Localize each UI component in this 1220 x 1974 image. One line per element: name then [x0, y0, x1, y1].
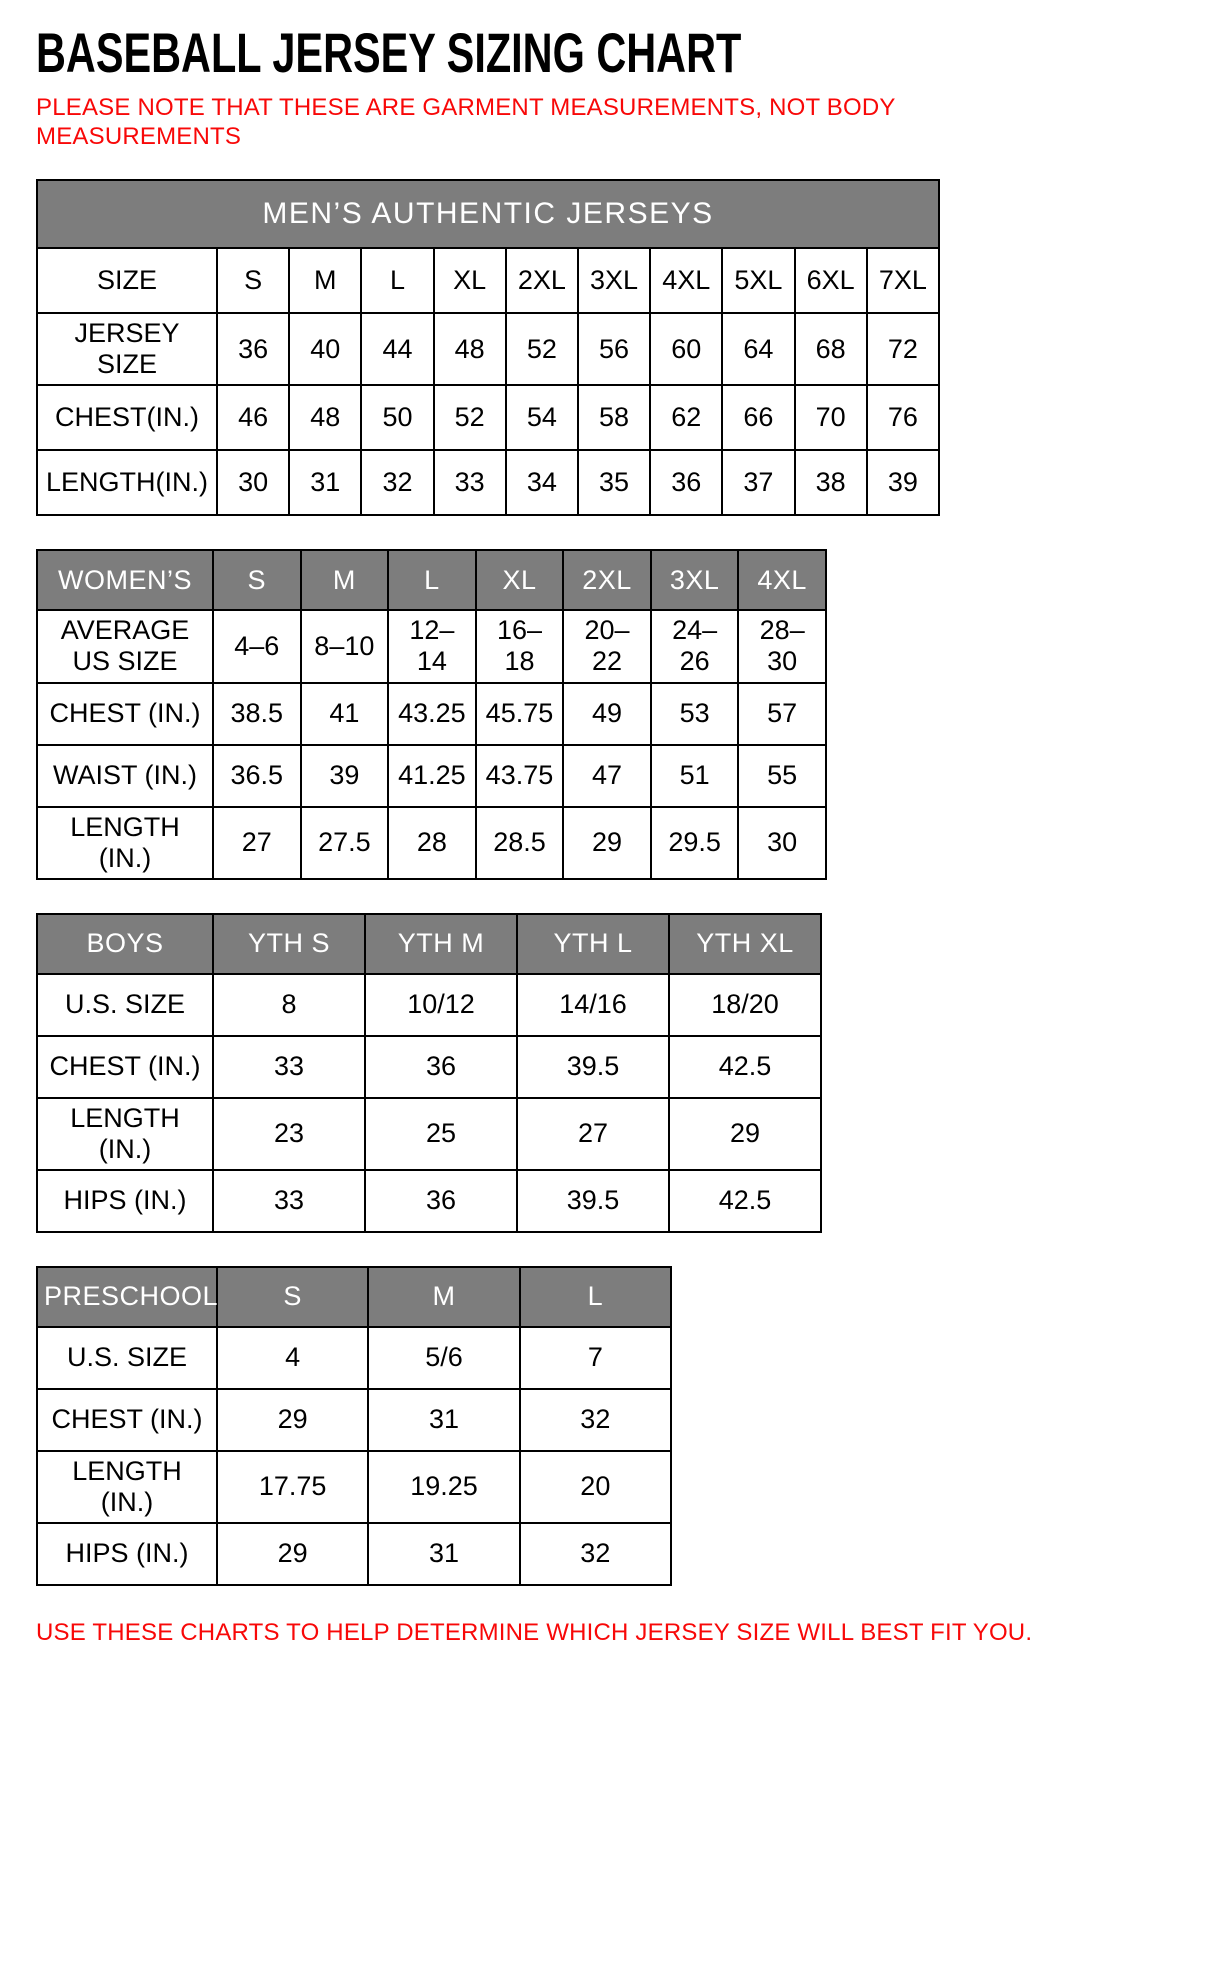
preschool-row-2: [37, 1389, 671, 1451]
boys-cell-r3-c4: 29: [669, 1098, 821, 1170]
preschool-cell-r4-c1: 29: [217, 1523, 368, 1585]
womens-cell-r4-c3: 28: [388, 807, 476, 879]
womens-row-2: [37, 683, 826, 745]
womens-cell-r1-c3: 12–14: [388, 610, 476, 682]
preschool-row-4: [37, 1523, 671, 1585]
mens-cell-r0-c10: 7XL: [867, 248, 939, 313]
mens-cell-r1-c1: 36: [217, 313, 289, 385]
womens-cell-r1-c2: 8–10: [301, 610, 389, 682]
womens-cell-r4-c5: 29: [563, 807, 651, 879]
mens-cell-r3-c5: 34: [506, 450, 578, 515]
preschool-cell-r2-c3: 32: [520, 1389, 671, 1451]
womens-cell-r4-c2: 27.5: [301, 807, 389, 879]
womens-cell-r2-c1: 38.5: [213, 683, 301, 745]
preschool-column-header-l: L: [520, 1267, 671, 1327]
preschool-cell-r1-c1: 4: [217, 1327, 368, 1389]
boys-column-header-yth-xl: YTH XL: [669, 914, 821, 974]
preschool-row-label-u-s-size: U.S. SIZE: [37, 1327, 217, 1389]
mens-cell-r1-c3: 44: [361, 313, 433, 385]
womens-cell-r3-c4: 43.75: [476, 745, 564, 807]
mens-cell-r3-c6: 35: [578, 450, 650, 515]
mens-cell-r0-c5: 2XL: [506, 248, 578, 313]
preschool-row-label-length-in: LENGTH (IN.): [37, 1451, 217, 1523]
womens-cell-r2-c5: 49: [563, 683, 651, 745]
preschool-table-section: [36, 1266, 1184, 1586]
boys-cell-r3-c2: 25: [365, 1098, 517, 1170]
preschool-row-label-chest-in: CHEST (IN.): [37, 1389, 217, 1451]
boys-cell-r2-c4: 42.5: [669, 1036, 821, 1098]
mens-row-label-jersey-size: JERSEY SIZE: [37, 313, 217, 385]
boys-corner-header: BOYS: [37, 914, 213, 974]
boys-column-header-yth-s: YTH S: [213, 914, 365, 974]
preschool-row-label-hips-in: HIPS (IN.): [37, 1523, 217, 1585]
mens-cell-r2-c8: 66: [722, 385, 794, 450]
boys-table-section: [36, 913, 1184, 1233]
preschool-cell-r2-c2: 31: [368, 1389, 519, 1451]
womens-cell-r3-c7: 55: [738, 745, 826, 807]
boys-row-2: [37, 1036, 821, 1098]
mens-cell-r0-c9: 6XL: [795, 248, 867, 313]
mens-row-label-length-in: LENGTH(IN.): [37, 450, 217, 515]
page-title: [36, 21, 1184, 84]
mens-cell-r2-c2: 48: [289, 385, 361, 450]
mens-title-row: [37, 180, 939, 248]
womens-cell-r2-c4: 45.75: [476, 683, 564, 745]
mens-cell-r1-c9: 68: [795, 313, 867, 385]
mens-cell-r3-c9: 38: [795, 450, 867, 515]
mens-cell-r3-c1: 30: [217, 450, 289, 515]
womens-cell-r1-c1: 4–6: [213, 610, 301, 682]
boys-cell-r4-c3: 39.5: [517, 1170, 669, 1232]
preschool-cell-r1-c3: 7: [520, 1327, 671, 1389]
womens-cell-r4-c6: 29.5: [651, 807, 739, 879]
boys-cell-r1-c3: 14/16: [517, 974, 669, 1036]
womens-column-header-l: L: [388, 550, 476, 610]
preschool-cell-r3-c2: 19.25: [368, 1451, 519, 1523]
womens-cell-r1-c7: 28–30: [738, 610, 826, 682]
boys-row-4: [37, 1170, 821, 1232]
boys-cell-r1-c1: 8: [213, 974, 365, 1036]
mens-cell-r1-c7: 60: [650, 313, 722, 385]
boys-cell-r4-c1: 33: [213, 1170, 365, 1232]
womens-column-header-s: S: [213, 550, 301, 610]
mens-cell-r2-c10: 76: [867, 385, 939, 450]
mens-row-label-size: SIZE: [37, 248, 217, 313]
boys-cell-r3-c3: 27: [517, 1098, 669, 1170]
mens-cell-r1-c2: 40: [289, 313, 361, 385]
preschool-row-1: [37, 1327, 671, 1389]
mens-cell-r3-c7: 36: [650, 450, 722, 515]
womens-table-section: [36, 549, 1184, 879]
womens-column-header-3xl: 3XL: [651, 550, 739, 610]
womens-cell-r3-c1: 36.5: [213, 745, 301, 807]
womens-cell-r1-c4: 16–18: [476, 610, 564, 682]
womens-row-label-length-in: LENGTH (IN.): [37, 807, 213, 879]
mens-cell-r0-c7: 4XL: [650, 248, 722, 313]
footer-note: USE THESE CHARTS TO HELP DETERMINE WHICH JERSEY SIZE WILL BEST FIT YOU.: [36, 1618, 1033, 1646]
preschool-column-header-s: S: [217, 1267, 368, 1327]
womens-cell-r3-c6: 51: [651, 745, 739, 807]
womens-column-header-m: M: [301, 550, 389, 610]
boys-row-3: [37, 1098, 821, 1170]
boys-cell-r2-c1: 33: [213, 1036, 365, 1098]
boys-table: [36, 913, 822, 1233]
mens-row-2: [37, 385, 939, 450]
boys-row-label-hips-in: HIPS (IN.): [37, 1170, 213, 1232]
preschool-cell-r1-c2: 5/6: [368, 1327, 519, 1389]
boys-cell-r2-c3: 39.5: [517, 1036, 669, 1098]
mens-cell-r0-c3: L: [361, 248, 433, 313]
boys-row-1: [37, 974, 821, 1036]
boys-row-label-length-in: LENGTH (IN.): [37, 1098, 213, 1170]
womens-cell-r1-c5: 20–22: [563, 610, 651, 682]
womens-cell-r2-c7: 57: [738, 683, 826, 745]
womens-row-label-waist-in: WAIST (IN.): [37, 745, 213, 807]
preschool-row-3: [37, 1451, 671, 1523]
garment-measurement-note: PLEASE NOTE THAT THESE ARE GARMENT MEASUREMENTS, NOT BODY MEASUREMENTS: [36, 93, 896, 151]
womens-cell-r4-c1: 27: [213, 807, 301, 879]
boys-column-header-yth-m: YTH M: [365, 914, 517, 974]
womens-cell-r3-c5: 47: [563, 745, 651, 807]
womens-row-1: [37, 610, 826, 682]
womens-row-3: [37, 745, 826, 807]
boys-cell-r1-c2: 10/12: [365, 974, 517, 1036]
preschool-row-0: [37, 1267, 671, 1327]
mens-cell-r0-c8: 5XL: [722, 248, 794, 313]
preschool-cell-r3-c1: 17.75: [217, 1451, 368, 1523]
preschool-column-header-m: M: [368, 1267, 519, 1327]
womens-row-label-chest-in: CHEST (IN.): [37, 683, 213, 745]
mens-cell-r3-c8: 37: [722, 450, 794, 515]
womens-cell-r4-c4: 28.5: [476, 807, 564, 879]
mens-row-1: [37, 313, 939, 385]
womens-table: [36, 549, 827, 879]
womens-cell-r2-c6: 53: [651, 683, 739, 745]
preschool-cell-r2-c1: 29: [217, 1389, 368, 1451]
mens-table-title: MEN’S AUTHENTIC JERSEYS: [37, 180, 939, 248]
page-title-text: BASEBALL JERSEY SIZING CHART: [36, 21, 742, 84]
womens-row-0: [37, 550, 826, 610]
mens-cell-r2-c7: 62: [650, 385, 722, 450]
mens-cell-r2-c4: 52: [434, 385, 506, 450]
mens-cell-r3-c2: 31: [289, 450, 361, 515]
mens-cell-r0-c6: 3XL: [578, 248, 650, 313]
boys-row-label-chest-in: CHEST (IN.): [37, 1036, 213, 1098]
boys-cell-r4-c2: 36: [365, 1170, 517, 1232]
mens-row-0: [37, 248, 939, 313]
mens-cell-r1-c6: 56: [578, 313, 650, 385]
mens-cell-r3-c3: 32: [361, 450, 433, 515]
womens-column-header-2xl: 2XL: [563, 550, 651, 610]
mens-table: [36, 179, 940, 516]
boys-cell-r1-c4: 18/20: [669, 974, 821, 1036]
boys-column-header-yth-l: YTH L: [517, 914, 669, 974]
mens-cell-r2-c6: 58: [578, 385, 650, 450]
mens-cell-r2-c5: 54: [506, 385, 578, 450]
womens-column-header-4xl: 4XL: [738, 550, 826, 610]
boys-row-0: [37, 914, 821, 974]
mens-row-3: [37, 450, 939, 515]
boys-row-label-u-s-size: U.S. SIZE: [37, 974, 213, 1036]
mens-row-label-chest-in: CHEST(IN.): [37, 385, 217, 450]
mens-cell-r0-c2: M: [289, 248, 361, 313]
womens-cell-r1-c6: 24–26: [651, 610, 739, 682]
womens-row-4: [37, 807, 826, 879]
mens-cell-r0-c4: XL: [434, 248, 506, 313]
preschool-cell-r3-c3: 20: [520, 1451, 671, 1523]
mens-cell-r3-c4: 33: [434, 450, 506, 515]
womens-cell-r3-c2: 39: [301, 745, 389, 807]
boys-cell-r4-c4: 42.5: [669, 1170, 821, 1232]
boys-cell-r2-c2: 36: [365, 1036, 517, 1098]
mens-cell-r1-c5: 52: [506, 313, 578, 385]
womens-cell-r4-c7: 30: [738, 807, 826, 879]
womens-cell-r2-c2: 41: [301, 683, 389, 745]
womens-cell-r2-c3: 43.25: [388, 683, 476, 745]
preschool-cell-r4-c3: 32: [520, 1523, 671, 1585]
mens-table-section: [36, 179, 1184, 516]
mens-cell-r2-c1: 46: [217, 385, 289, 450]
preschool-corner-header: PRESCHOOL: [37, 1267, 217, 1327]
womens-corner-header: WOMEN’S: [37, 550, 213, 610]
womens-row-label-average-us-size: AVERAGE US SIZE: [37, 610, 213, 682]
mens-cell-r0-c1: S: [217, 248, 289, 313]
boys-cell-r3-c1: 23: [213, 1098, 365, 1170]
womens-column-header-xl: XL: [476, 550, 564, 610]
mens-cell-r2-c3: 50: [361, 385, 433, 450]
mens-cell-r1-c10: 72: [867, 313, 939, 385]
mens-cell-r2-c9: 70: [795, 385, 867, 450]
mens-cell-r3-c10: 39: [867, 450, 939, 515]
mens-cell-r1-c4: 48: [434, 313, 506, 385]
mens-cell-r1-c8: 64: [722, 313, 794, 385]
preschool-table: [36, 1266, 672, 1586]
womens-cell-r3-c3: 41.25: [388, 745, 476, 807]
preschool-cell-r4-c2: 31: [368, 1523, 519, 1585]
